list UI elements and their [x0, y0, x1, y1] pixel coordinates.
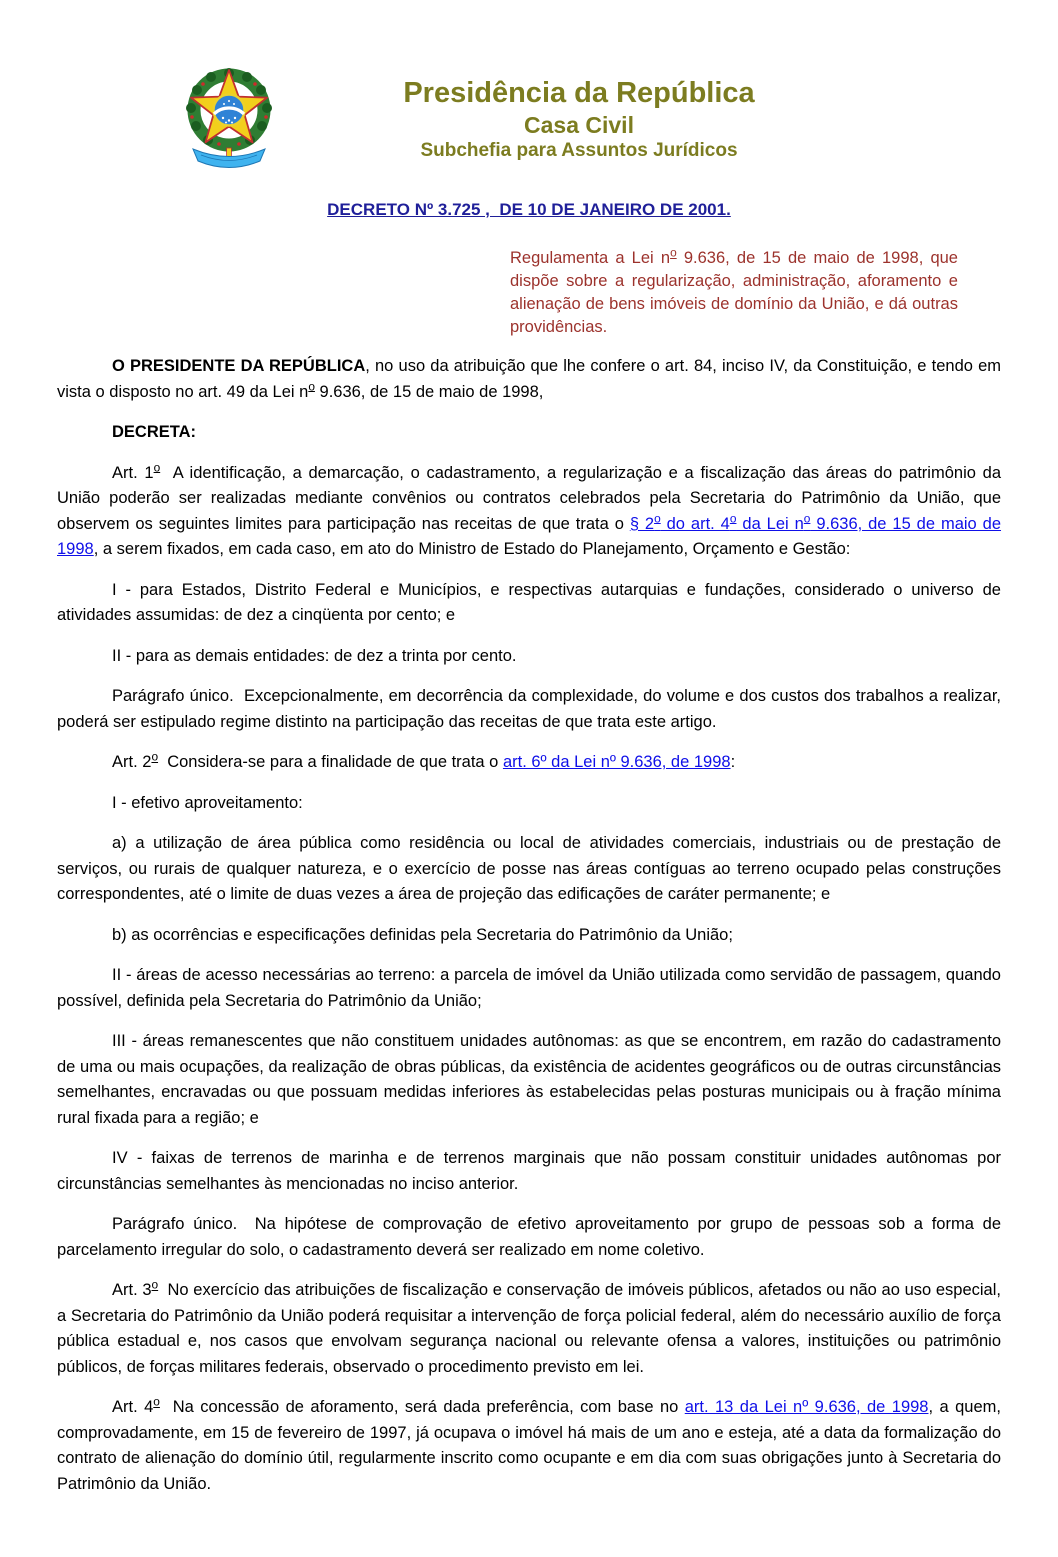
- paragraph-art1-inciso-i: [57, 578, 1001, 629]
- document-body: [57, 354, 1001, 1497]
- text-run: , no uso da atribuição que lhe confere o art. 84, inciso IV, da Constituição, e tendo em vista o disposto no art. 49 da Lei n: [57, 357, 1002, 401]
- paragraph-art2-paragrafo-unico: [57, 1212, 1001, 1263]
- text-run: I - para Estados, Distrito Federal e Municípios, e respectivas autarquias e fundações, considerado o universo de atividades assumidas: de dez a cinqüenta por cento; e: [57, 580, 1001, 624]
- text-run: Parágrafo único. Na hipótese de comprovação de efetivo aproveitamento por grupo de pessoas sob a forma de parcelamento irregular do solo, o cadastramento deverá ser realizado em nome coletivo.: [57, 1215, 1001, 1259]
- text-run: III - áreas remanescentes que não constituem unidades autônomas: as que se encontrem, em razão do cadastramento de uma ou mais ocupações, da realização de obras públicas, da existência de acidentes geográficos ou de outras circunstâncias semelhantes, encravadas ou que possuam medidas inferiores às estabelecidas pelas posturas municipais ou à fração mínima rural fixada para a região; e: [57, 1032, 1001, 1127]
- text-run: II - para as demais entidades: de dez a trinta por cento.: [112, 646, 517, 665]
- document-header: [179, 64, 879, 176]
- brazil-coat-of-arms-icon: [179, 64, 279, 176]
- paragraph-art1-inciso-ii: [57, 644, 1001, 670]
- paragraph-art2-inciso-iv: [57, 1146, 1001, 1197]
- law-reference-link[interactable]: art. 6º da Lei nº 9.636, de 1998: [502, 753, 731, 771]
- paragraph-art-4: [57, 1395, 1001, 1497]
- dept-title: Casa Civil: [524, 111, 634, 138]
- text-run: 9.636, de 15 de maio de 1998, que dispõe sobre a regularização, administração, aforamento e alienação de bens imóveis de domínio da União, e dá outras providências.: [510, 249, 958, 336]
- ordinal-superscript: o: [654, 511, 661, 525]
- law-reference-link[interactable]: § 2: [629, 514, 655, 533]
- ordinal-superscript: o: [729, 511, 737, 525]
- subdept-title: Subchefia para Assuntos Jurídicos: [420, 140, 738, 162]
- text-run: , a serem fixados, em cada caso, em ato do Ministro de Estado do Planejamento, Orçamento e Gestão:: [93, 540, 851, 558]
- law-reference-link[interactable]: art. 13 da Lei nº 9.636, de 1998: [684, 1398, 929, 1416]
- ordinal-superscript: o: [153, 1394, 160, 1409]
- text-run: b) as ocorrências e especificações definidas pela Secretaria do Patrimônio da União;: [112, 925, 733, 944]
- text-run: Parágrafo único. Excepcionalmente, em decorrência da complexidade, do volume e dos custos dos trabalhos a realizar, poderá ser estipulado regime distinto na participação das receitas de que trata este artigo.: [57, 687, 1001, 731]
- bold-text: O PRESIDENTE DA REPÚBLICA: [112, 357, 366, 375]
- paragraph-decreta: [57, 420, 1001, 446]
- paragraph-art-2: [57, 750, 1001, 776]
- paragraph-art2-inciso-ii: [57, 963, 1001, 1014]
- law-reference-link[interactable]: 9.636, de 15 de maio de 1998: [57, 514, 1002, 558]
- paragraph-art1-paragrafo-unico: [57, 684, 1001, 735]
- ordinal-superscript: o: [308, 379, 315, 393]
- text-run: , a quem, comprovadamente, em 15 de fevereiro de 1997, já ocupava o imóvel há mais de um ano e esteja, até a data da formalização do contrato de alienação do domínio útil, regularmente inscrito como ocupante e em dia com suas obrigações junto à Secretaria do Patrimônio da União.: [57, 1398, 1001, 1493]
- text-run: A identificação, a demarcação, o cadastramento, a regularização e a fiscalização das áreas do patrimônio da União poderão ser realizadas mediante convênios ou contratos celebrados pela Secretaria do Patrimônio da União, que observem os seguintes limites para participação nas receitas de que trata o: [57, 463, 1001, 533]
- ordinal-superscript: o: [153, 460, 161, 474]
- paragraph-art2-alinea-b: [57, 923, 1001, 949]
- ordinal-superscript: o: [670, 245, 677, 260]
- law-reference-link[interactable]: do art. 4: [660, 514, 730, 533]
- text-run: Na concessão de aforamento, será dada preferência, com base no: [159, 1398, 685, 1416]
- text-run: I - efetivo aproveitamento:: [112, 793, 303, 812]
- text-run: Art. 1: [112, 463, 154, 482]
- text-run: Art. 3: [112, 1281, 152, 1299]
- text-run: No exercício das atribuições de fiscalização e conservação de imóveis públicos, afetados ou não ao uso especial, a Secretaria do Patrimônio da União poderá requisitar a intervenção de força policial federal, além do necessário auxílio de força pública estadual e, nos casos que envolvam segurança nacional ou relevante ofensa a valores, instituições ou patrimônio públicos, de forças militares federais, observado o procedimento previsto em lei.: [57, 1281, 1001, 1376]
- text-run: 9.636, de 15 de maio de 1998,: [314, 382, 544, 401]
- text-run: Art. 2: [112, 753, 152, 771]
- paragraph-art-1: [57, 461, 1001, 563]
- text-run: [153, 1394, 160, 1416]
- paragraph-art2-inciso-iii: [57, 1029, 1001, 1131]
- ordinal-superscript: o: [151, 1277, 159, 1292]
- header-titles: [279, 76, 879, 164]
- law-reference-link[interactable]: [654, 511, 661, 533]
- paragraph-art2-alinea-a: [57, 831, 1001, 908]
- org-title: Presidência da República: [403, 77, 755, 110]
- ordinal-superscript: o: [151, 749, 159, 764]
- paragraph-preamble: [57, 354, 1001, 405]
- text-run: :: [730, 753, 736, 771]
- bold-text: DECRETA:: [112, 423, 197, 441]
- text-run: [308, 379, 315, 401]
- paragraph-art-3: [57, 1278, 1001, 1380]
- text-run: Art. 4: [112, 1398, 154, 1416]
- decree-title-link[interactable]: DECRETO Nº 3.725 , DE 10 DE JANEIRO DE 2001.: [327, 200, 731, 219]
- paragraph-art2-inciso-i: [57, 791, 1001, 817]
- text-run: IV - faixas de terrenos de marinha e de terrenos marginais que não possam constituir unidades autônomas por circunstâncias semelhantes às mencionadas no inciso anterior.: [57, 1149, 1001, 1193]
- text-run: Regulamenta a Lei n: [510, 249, 671, 267]
- text-run: Considera-se para a finalidade de que trata o: [158, 753, 503, 771]
- text-run: a) a utilização de área pública como residência ou local de atividades comerciais, industriais ou de prestação de serviços, ou rurais de qualquer natureza, e o exercício de posse nas áreas contíguas ao terreno ocupado pelas construções correspondentes, até o limite de duas vezes a área de projeção das edificações de caráter permanente; e: [57, 834, 1001, 903]
- epigraph: [510, 247, 958, 339]
- law-reference-link[interactable]: da Lei n: [736, 514, 804, 533]
- ordinal-superscript: o: [803, 511, 811, 525]
- text-run: [670, 245, 677, 267]
- text-run: II - áreas de acesso necessárias ao terreno: a parcela de imóvel da União utilizada como servidão de passagem, quando possível, definida pela Secretaria do Patrimônio da União;: [57, 966, 1001, 1010]
